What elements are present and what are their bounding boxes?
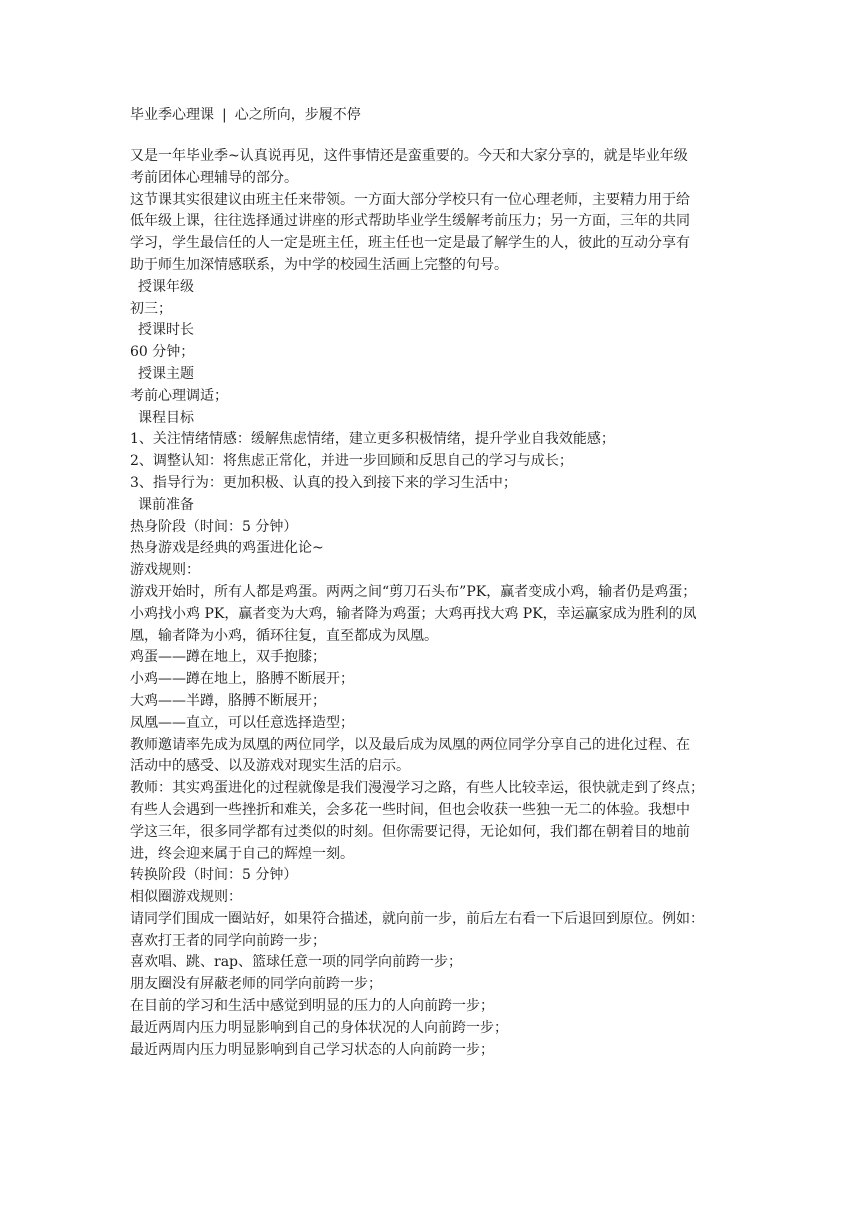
text-line: 考前心理调适；	[130, 387, 228, 404]
title-series: 毕业季心理课	[130, 107, 214, 123]
text-line: 游戏开始时，所有人都是鸡蛋。两两之间“剪刀石头布”PK，赢者变成小鸡，输者仍是鸡蛋；	[130, 583, 697, 600]
text-line: 热身游戏是经典的鸡蛋进化论~	[130, 540, 324, 557]
text-line: 1、关注情绪情感：缓解焦虑情绪，建立更多积极情绪，提升学业自我效能感；	[130, 431, 615, 448]
text-line: 助于师生加深情感联系，为中学的校园生活画上完整的句号。	[130, 256, 508, 273]
text-line: 最近两周内压力明显影响到自己的身体状况的人向前跨一步；	[130, 1019, 508, 1036]
text-line: 初三；	[130, 300, 172, 317]
text-line: 进，终会迎来属于自己的辉煌一刻。	[130, 845, 354, 862]
section-heading: 授课时长	[138, 322, 194, 339]
text-line: 转换阶段（时间：5 分钟）	[130, 867, 298, 884]
section-heading: 授课主题	[138, 365, 194, 382]
text-line: 凤凰——直立，可以任意选择造型；	[130, 714, 354, 731]
text-line: 考前团体心理辅导的部分。	[130, 169, 298, 186]
section-heading: 课前准备	[138, 496, 194, 513]
text-line: 相似圈游戏规则：	[130, 889, 242, 906]
text-line: 有些人会遇到一些挫折和难关，会多花一些时间，但也会收获一些独一无二的体验。我想中	[130, 801, 690, 818]
text-line: 请同学们围成一圈站好，如果符合描述，就向前一步，前后左右看一下后退回到原位。例如：	[130, 910, 704, 927]
page-title	[130, 104, 730, 126]
text-line: 鸡蛋——蹲在地上，双手抱膝；	[130, 649, 326, 666]
text-line: 小鸡——蹲在地上，胳膊不断展开；	[130, 671, 354, 688]
title-subtitle: 心之所向，步履不停	[234, 107, 361, 123]
text-line: 在目前的学习和生活中感觉到明显的压力的人向前跨一步；	[130, 998, 494, 1015]
section-heading: 授课年级	[138, 278, 194, 295]
body-text	[130, 146, 730, 1061]
document-page	[130, 104, 730, 1061]
text-line: 大鸡——半蹲，胳膊不断展开；	[130, 692, 326, 709]
text-line: 这节课其实很建议由班主任来带领。一方面大部分学校只有一位心理老师，主要精力用于给	[130, 191, 690, 208]
text-line: 游戏规则：	[130, 562, 200, 579]
text-line: 朋友圈没有屏蔽老师的同学向前跨一步；	[130, 976, 382, 993]
text-line: 喜欢打王者的同学向前跨一步；	[130, 932, 326, 949]
text-line: 热身阶段（时间：5 分钟）	[130, 518, 298, 535]
text-line: 又是一年毕业季~认真说再见，这件事情还是蛮重要的。今天和大家分享的，就是毕业年级	[130, 148, 688, 164]
text-line: 小鸡找小鸡 PK，赢者变为大鸡，输者降为鸡蛋；大鸡再找大鸡 PK，幸运赢家成为胜利的凤	[130, 605, 697, 622]
text-line: 最近两周内压力明显影响到自己学习状态的人向前跨一步；	[130, 1041, 494, 1058]
text-line: 3、指导行为：更加积极、认真的投入到接下来的学习生活中；	[130, 474, 517, 491]
title-separator: |	[222, 107, 227, 123]
text-line: 2、调整认知：将焦虑正常化，并进一步回顾和反思自己的学习与成长；	[130, 453, 573, 470]
text-line: 低年级上课，往往选择通过讲座的形式帮助毕业学生缓解考前压力；另一方面，三年的共同	[130, 213, 690, 230]
section-heading: 课程目标	[138, 409, 194, 426]
text-line: 学这三年，很多同学都有过类似的时刻。但你需要记得，无论如何，我们都在朝着目的地前	[130, 823, 690, 840]
text-line: 教师邀请率先成为凤凰的两位同学，以及最后成为凤凰的两位同学分享自己的进化过程、在	[130, 736, 690, 753]
text-line: 教师：其实鸡蛋进化的过程就像是我们漫漫学习之路，有些人比较幸运，很快就走到了终点；	[130, 780, 704, 797]
text-line: 60 分钟；	[130, 344, 195, 361]
text-line: 活动中的感受、以及游戏对现实生活的启示。	[130, 758, 410, 775]
text-line: 喜欢唱、跳、rap、篮球任意一项的同学向前跨一步；	[130, 954, 462, 971]
text-line: 学习，学生最信任的人一定是班主任，班主任也一定是最了解学生的人，彼此的互动分享有	[130, 235, 690, 252]
text-line: 凰，输者降为小鸡，循环往复，直至都成为凤凰。	[130, 627, 438, 644]
